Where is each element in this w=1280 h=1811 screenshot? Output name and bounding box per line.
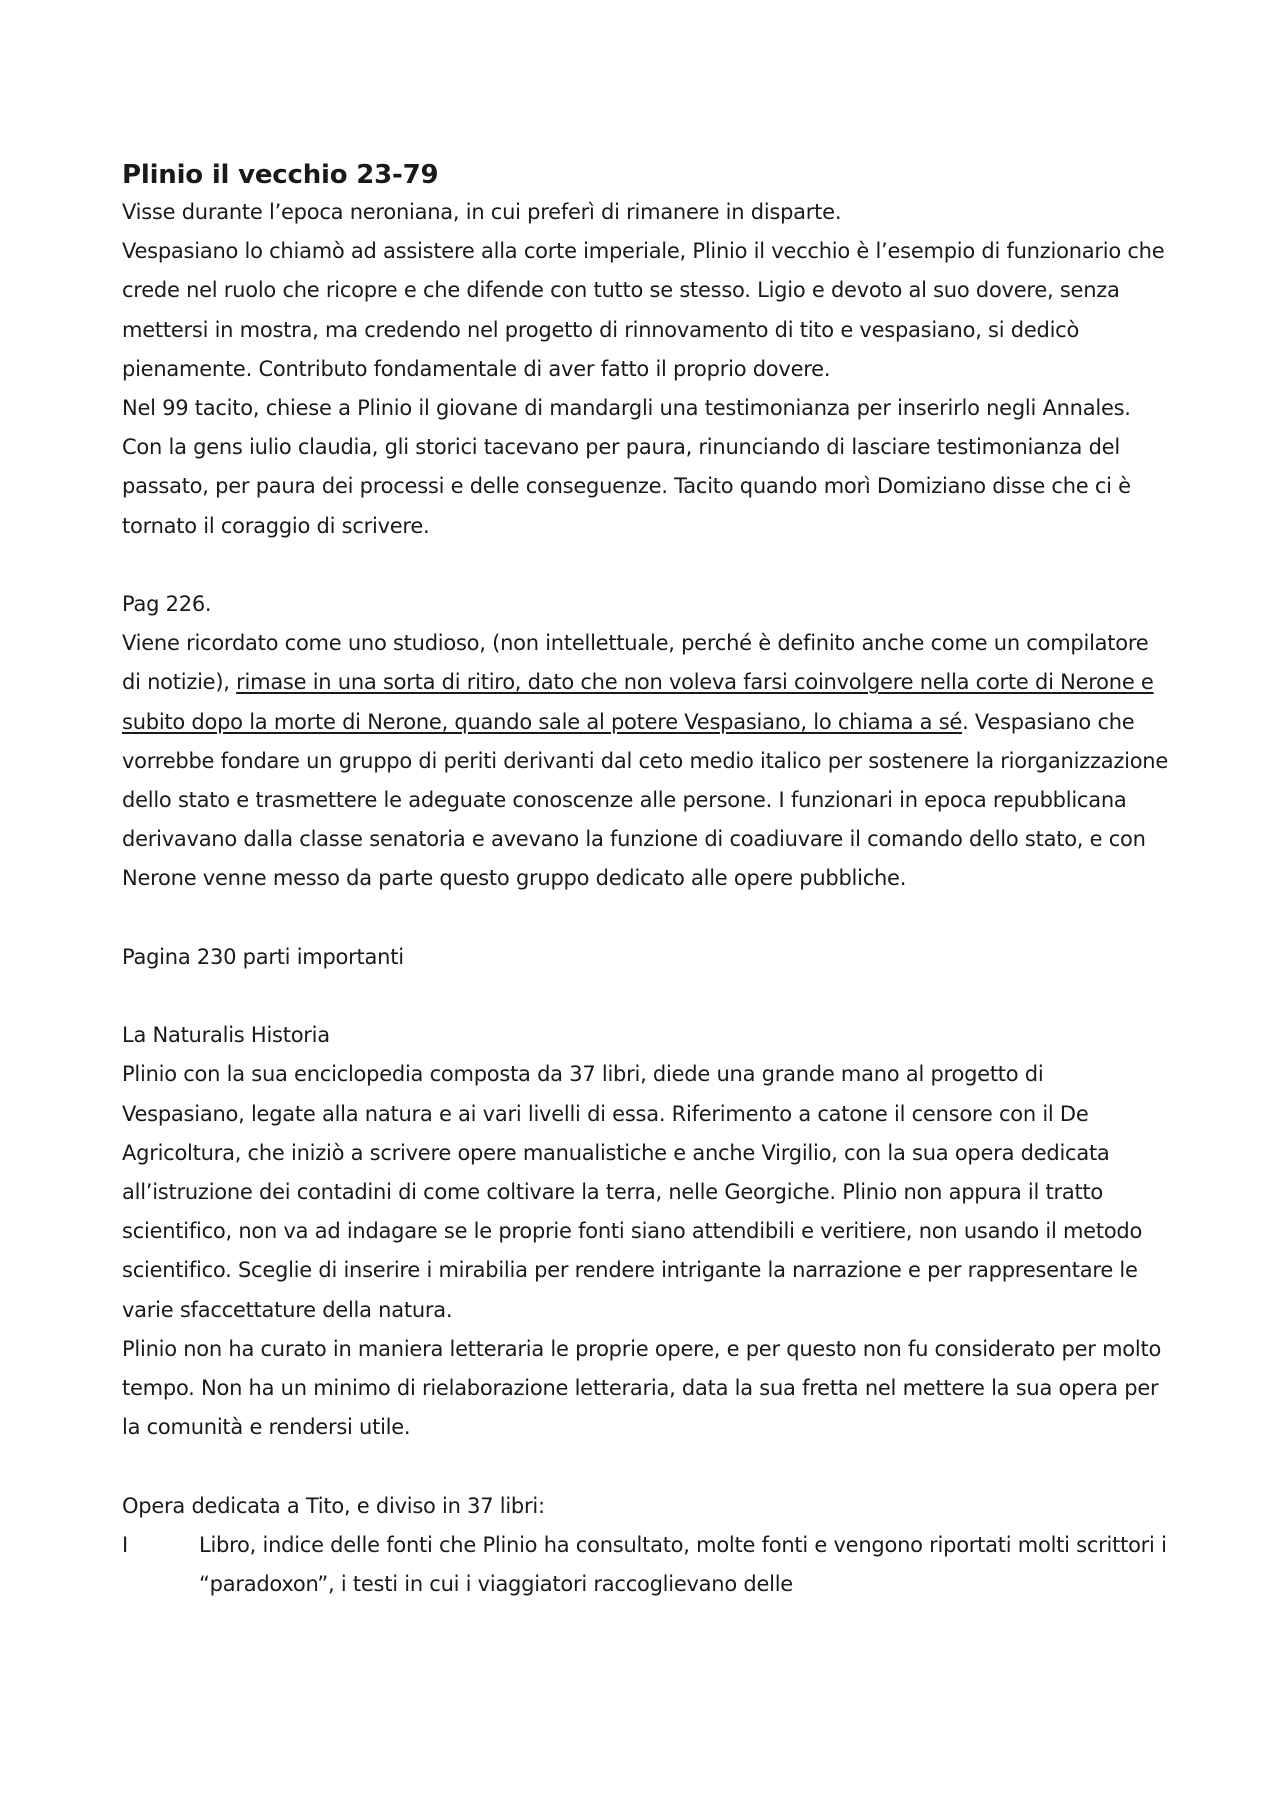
page-reference-230: Pagina 230 parti importanti — [122, 944, 404, 969]
blank-line — [122, 546, 1172, 585]
list-item-text: Libro, indice delle fonti che Plinio ha consultato, molte fonti e vengono riportati molti scrittori i “paradoxon”, i testi in cui i viaggiatori raccoglievano delle — [199, 1532, 1167, 1597]
paragraph-epoca-neroniana: Visse durante l’epoca neroniana, in cui preferì di rimanere in disparte. — [122, 200, 842, 224]
blank-line — [122, 899, 1172, 938]
document-content — [122, 157, 1172, 1604]
paragraph-studioso-start: Viene ricordato come uno studioso, (non intellettuale, perché è definito anche come un compilatore di notizie), — [122, 631, 1149, 695]
blank-line — [122, 977, 1172, 1016]
document-title: Plinio il vecchio 23-79 — [122, 160, 439, 190]
section-heading-naturalis-historia: La Naturalis Historia — [122, 1023, 330, 1048]
list-item — [122, 1526, 1172, 1604]
blank-line — [122, 1447, 1172, 1486]
underlined-passage: rimase in una sorta di ritiro, dato che non voleva farsi coinvolgere nella corte di Nerone e subito dopo la morte di Nerone, quando sale al potere Vespasiano, lo chiama a sé — [122, 670, 1154, 734]
list-item-marker: I — [122, 1532, 128, 1557]
paragraph-tacito-annales: Nel 99 tacito, chiese a Plinio il giovane di mandargli una testimonianza per inserirlo negli Annales. Con la gens iulio claudia, gli storici tacevano per paura, rinunciando di lasciare testimonianza del passato, per paura dei processi e delle conseguenze. Tacito quando morì Domiziano disse che ci è tornato il coraggio di scrivere. — [122, 396, 1131, 538]
paragraph-studioso-end: . Vespasiano che vorrebbe fondare un gruppo di periti derivanti dal ceto medio italico per sostenere la riorganizzazione dello stato e trasmettere le adeguate conoscenze alle persone. I funzionari in epoca repubblicana derivavano dalla classe senatoria e avevano la funzione di coadiuvare il comando dello stato, e con Nerone venne messo da parte questo gruppo dedicato alle opere pubbliche. — [122, 709, 1169, 891]
paragraph-vespasiano-corte: Vespasiano lo chiamò ad assistere alla corte imperiale, Plinio il vecchio è l’esempio di funzionario che crede nel ruolo che ricopre e che difende con tutto se stesso. Ligio e devoto al suo dovere, senza mettersi in mostra, ma credendo nel progetto di rinnovamento di tito e vespasiano, si dedicò pienamente. Contributo fondamentale di aver fatto il proprio dovere. — [122, 239, 1165, 381]
paragraph-cura-letteraria: Plinio non ha curato in maniera letteraria le proprie opere, e per questo non fu considerato per molto tempo. Non ha un minimo di rielaborazione letteraria, data la sua fretta nel mettere la sua opera per la comunità e rendersi utile. — [122, 1336, 1162, 1440]
page-reference-226: Pag 226. — [122, 592, 212, 617]
paragraph-enciclopedia: Plinio con la sua enciclopedia composta da 37 libri, diede una grande mano al progetto di Vespasiano, legate alla natura e ai vari livelli di essa. Riferimento a catone il censore con il De Agricoltura, che iniziò a scrivere opere manualistiche e anche Virgilio, con la sua opera dedicata all’istruzione dei contadini di come coltivare la terra, nelle Georgiche. Plinio non appura il tratto scientifico, non va ad indagare se le proprie fonti siano attendibili e veritiere, non usando il metodo scientifico. Sceglie di inserire i mirabilia per rendere intrigante la narrazione e per rappresentare le varie sfaccettature della natura. — [122, 1062, 1143, 1322]
list-intro: Opera dedicata a Tito, e diviso in 37 libri: — [122, 1493, 545, 1518]
paragraph-studioso — [122, 624, 1172, 898]
